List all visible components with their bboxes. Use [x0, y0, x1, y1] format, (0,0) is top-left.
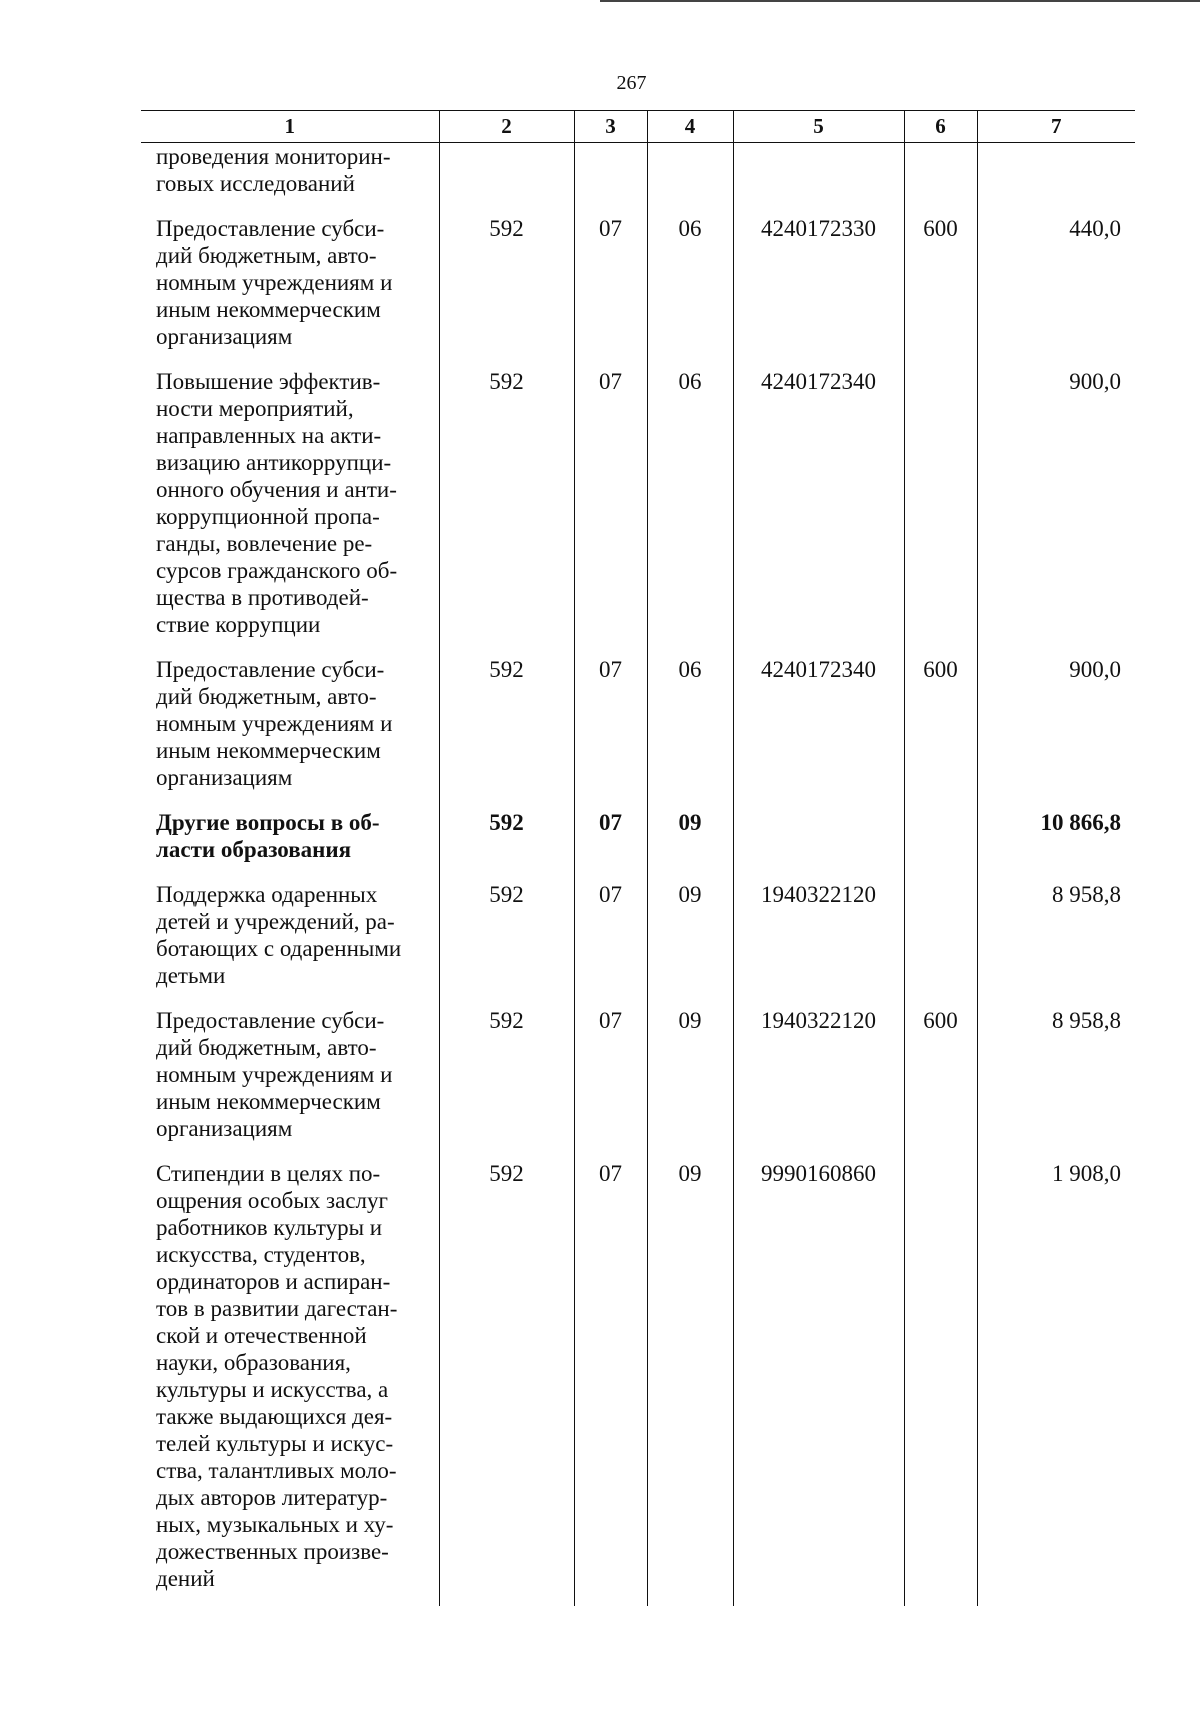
cell-section: 07	[574, 362, 647, 650]
cell-expense-type	[904, 803, 977, 875]
cell-section	[574, 143, 647, 210]
cell-amount: 900,0	[977, 650, 1135, 803]
cell-description	[141, 362, 439, 650]
cell-section: 07	[574, 803, 647, 875]
cell-amount: 10 866,8	[977, 803, 1135, 875]
description-line: культуры и искусства, а	[156, 1377, 389, 1402]
cell-section: 07	[574, 1001, 647, 1154]
description-line: дений	[156, 1566, 215, 1591]
description-line: номным учреждениям и	[156, 711, 393, 736]
cell-ministry-code	[439, 143, 574, 210]
description-line: говых исследований	[156, 171, 355, 196]
description-line: ства, талантливых моло-	[156, 1458, 397, 1483]
cell-amount	[977, 143, 1135, 210]
description-line: ощрения особых заслуг	[156, 1188, 388, 1213]
description-line: Предоставление субси-	[156, 1008, 385, 1033]
col-header-7: 7	[977, 111, 1135, 143]
description-line: также выдающихся дея-	[156, 1404, 393, 1429]
description-line: Предоставление субси-	[156, 216, 385, 241]
cell-subsection: 09	[647, 803, 733, 875]
description-line: визацию антикоррупци-	[156, 450, 392, 475]
description-line: телей культуры и искус-	[156, 1431, 394, 1456]
description-line: Предоставление субси-	[156, 657, 385, 682]
description-line: Стипендии в целях по-	[156, 1161, 381, 1186]
cell-expense-type	[904, 875, 977, 1001]
table-row	[141, 875, 1135, 1001]
cell-section: 07	[574, 650, 647, 803]
cell-target-article	[733, 143, 904, 210]
cell-expense-type: 600	[904, 209, 977, 362]
cell-ministry-code: 592	[439, 362, 574, 650]
description-line: номным учреждениям и	[156, 270, 393, 295]
col-header-6: 6	[904, 111, 977, 143]
cell-target-article	[733, 803, 904, 875]
cell-amount: 900,0	[977, 362, 1135, 650]
cell-section: 07	[574, 1154, 647, 1606]
description-line: детей и учреждений, ра-	[156, 909, 395, 934]
cell-amount: 440,0	[977, 209, 1135, 362]
cell-description	[141, 1154, 439, 1606]
cell-ministry-code: 592	[439, 803, 574, 875]
description-line: ботающих с одаренными	[156, 936, 402, 961]
cell-subsection: 09	[647, 1154, 733, 1606]
description-line: ганды, вовлечение ре-	[156, 531, 373, 556]
description-line: организациям	[156, 324, 293, 349]
description-line: коррупционной пропа-	[156, 504, 380, 529]
description-line: проведения мониторин-	[156, 144, 391, 169]
description-line: дий бюджетным, авто-	[156, 1035, 377, 1060]
cell-amount: 8 958,8	[977, 1001, 1135, 1154]
cell-description	[141, 209, 439, 362]
col-header-4: 4	[647, 111, 733, 143]
col-header-2: 2	[439, 111, 574, 143]
description-line: тов в развитии дагестан-	[156, 1296, 398, 1321]
cell-ministry-code: 592	[439, 650, 574, 803]
cell-description	[141, 875, 439, 1001]
description-line: номным учреждениям и	[156, 1062, 393, 1087]
description-line: работников культуры и	[156, 1215, 383, 1240]
description-line: сурсов гражданского об-	[156, 558, 398, 583]
cell-expense-type	[904, 143, 977, 210]
cell-subsection: 06	[647, 362, 733, 650]
cell-section: 07	[574, 875, 647, 1001]
cell-description	[141, 650, 439, 803]
description-line: ординаторов и аспиран-	[156, 1269, 391, 1294]
cell-target-article: 1940322120	[733, 875, 904, 1001]
description-line: иным некоммерческим	[156, 738, 381, 763]
table-body	[141, 143, 1135, 1607]
cell-ministry-code: 592	[439, 1001, 574, 1154]
cell-target-article: 4240172330	[733, 209, 904, 362]
description-line: искусства, студентов,	[156, 1242, 366, 1267]
table-row	[141, 650, 1135, 803]
cell-subsection: 06	[647, 209, 733, 362]
header-row	[141, 111, 1135, 143]
cell-description	[141, 803, 439, 875]
table-row	[141, 143, 1135, 210]
cell-target-article: 4240172340	[733, 650, 904, 803]
col-header-3: 3	[574, 111, 647, 143]
table-row	[141, 1001, 1135, 1154]
description-line: ласти образования	[156, 837, 352, 862]
description-line: иным некоммерческим	[156, 1089, 381, 1114]
page-number: 267	[616, 72, 647, 94]
description-line: ных, музыкальных и ху-	[156, 1512, 394, 1537]
description-line: организациям	[156, 1116, 293, 1141]
description-line: дий бюджетным, авто-	[156, 243, 377, 268]
cell-amount: 1 908,0	[977, 1154, 1135, 1606]
table-row	[141, 803, 1135, 875]
cell-expense-type: 600	[904, 650, 977, 803]
cell-ministry-code: 592	[439, 875, 574, 1001]
cell-description	[141, 143, 439, 210]
description-line: дых авторов литератур-	[156, 1485, 388, 1510]
cell-subsection: 06	[647, 650, 733, 803]
cell-expense-type: 600	[904, 1001, 977, 1154]
cell-subsection	[647, 143, 733, 210]
description-line: иным некоммерческим	[156, 297, 381, 322]
cell-section: 07	[574, 209, 647, 362]
col-header-1: 1	[141, 111, 439, 143]
scan-top-edge-line	[600, 0, 1200, 2]
cell-ministry-code: 592	[439, 1154, 574, 1606]
description-line: ности мероприятий,	[156, 396, 354, 421]
budget-table	[141, 110, 1135, 1606]
cell-target-article: 4240172340	[733, 362, 904, 650]
cell-target-article: 1940322120	[733, 1001, 904, 1154]
cell-description	[141, 1001, 439, 1154]
description-line: ствие коррупции	[156, 612, 321, 637]
cell-target-article: 9990160860	[733, 1154, 904, 1606]
description-line: Повышение эффектив-	[156, 369, 381, 394]
description-line: детьми	[156, 963, 226, 988]
description-line: онного обучения и анти-	[156, 477, 397, 502]
cell-expense-type	[904, 362, 977, 650]
description-line: науки, образования,	[156, 1350, 351, 1375]
description-line: направленных на акти-	[156, 423, 382, 448]
description-line: ской и отечественной	[156, 1323, 367, 1348]
description-line: щества в противодей-	[156, 585, 369, 610]
cell-subsection: 09	[647, 875, 733, 1001]
col-header-5: 5	[733, 111, 904, 143]
description-line: организациям	[156, 765, 293, 790]
description-line: Другие вопросы в об-	[156, 810, 380, 835]
table-row	[141, 362, 1135, 650]
description-line: Поддержка одаренных	[156, 882, 378, 907]
cell-amount: 8 958,8	[977, 875, 1135, 1001]
description-line: дий бюджетным, авто-	[156, 684, 377, 709]
table-row	[141, 1154, 1135, 1606]
cell-ministry-code: 592	[439, 209, 574, 362]
table-row	[141, 209, 1135, 362]
description-line: дожественных произве-	[156, 1539, 389, 1564]
cell-subsection: 09	[647, 1001, 733, 1154]
cell-expense-type	[904, 1154, 977, 1606]
